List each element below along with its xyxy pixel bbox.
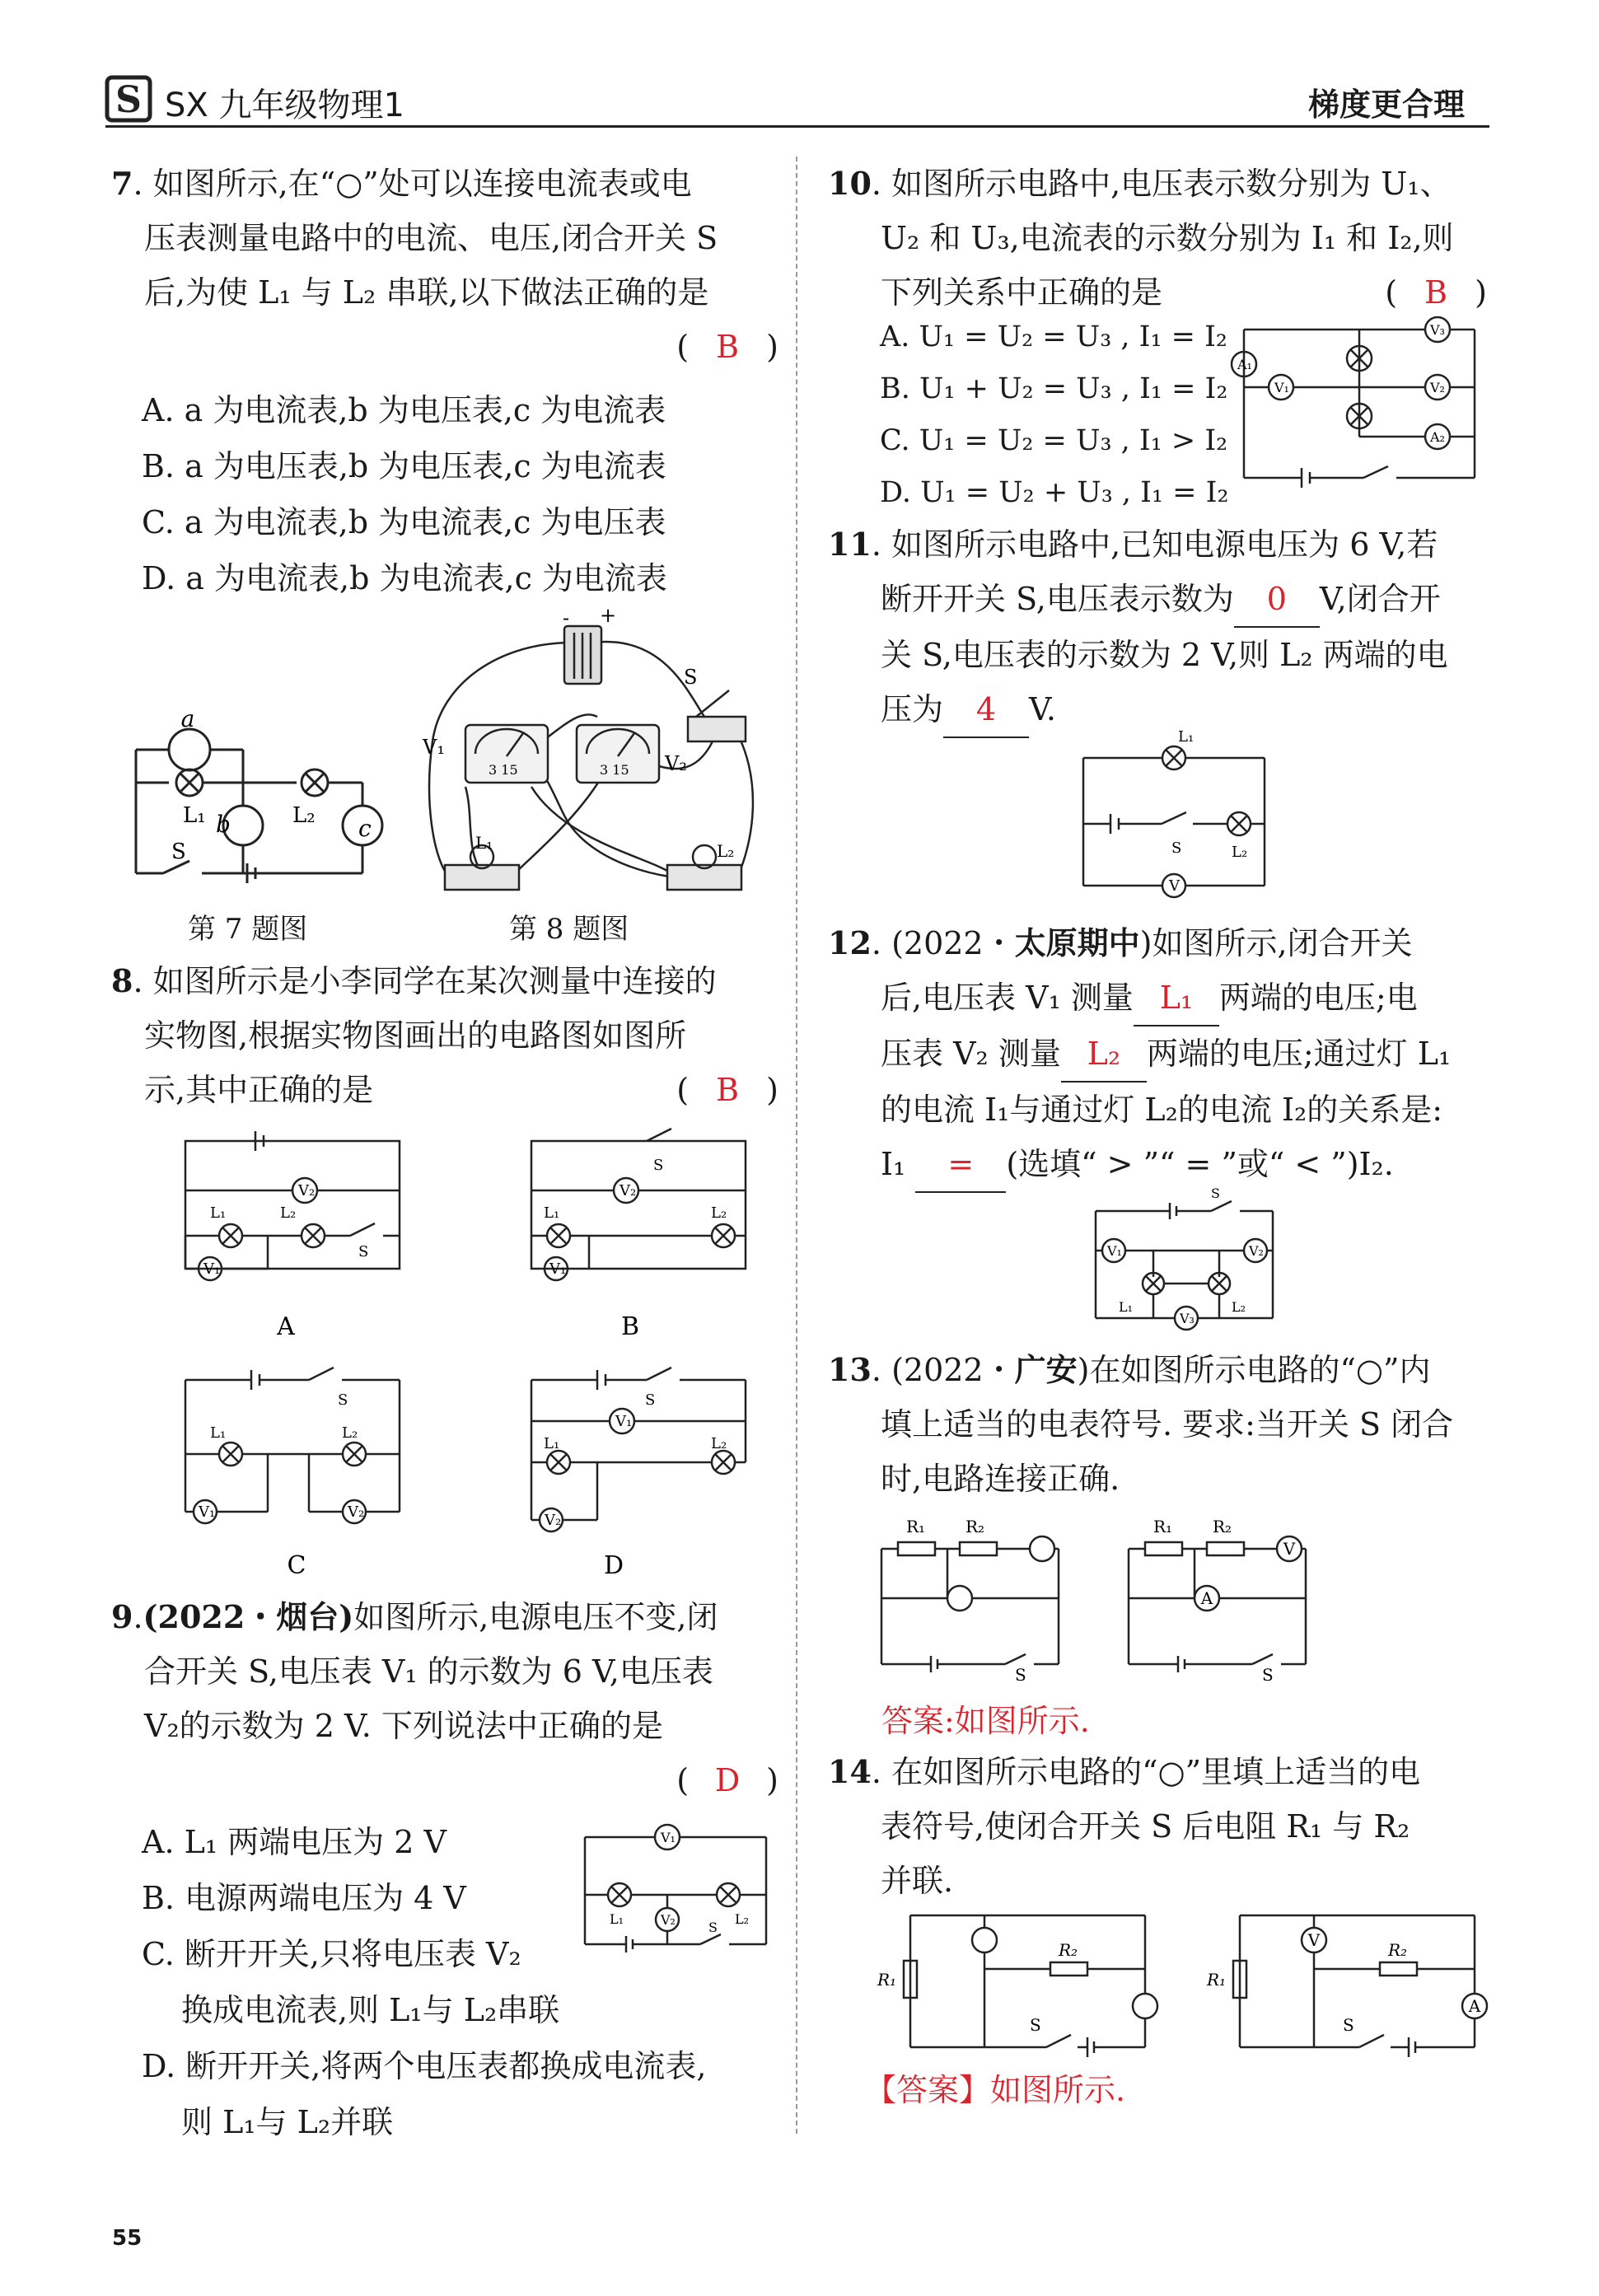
q12-line: (选填“ > ”“ = ”或“ < ”)I₂. — [1006, 1146, 1394, 1182]
q11-l1: L₁ — [1178, 728, 1195, 746]
q11-number: 11 — [828, 526, 872, 563]
q14-text: 14. 在如图所示电路的“○”里填上适当的电 表符号,使闭合开关 S 后电阻 R₁ 与 R₂ 并联. — [828, 1745, 1487, 1908]
q8-d-v1: V₁ — [615, 1413, 633, 1430]
q9-v1: V₁ — [661, 1830, 676, 1845]
q7-label-a: a — [180, 705, 195, 732]
q10-v1: V₁ — [1274, 380, 1289, 395]
q7-label-s: S — [171, 839, 186, 864]
q14-v-meter: V — [1307, 1930, 1321, 1950]
q7-text: 7. 如图所示,在“○”处可以连接电流表或电 压表测量电路中的电流、电压,闭合开关 S 后,为使 L₁ 与 L₂ 串联,以下做法正确的是 ( B ) — [111, 157, 778, 374]
header-right: 梯度更合理 — [1308, 87, 1466, 123]
q7-line: 压表测量电路中的电流、电压,闭合开关 S — [144, 220, 718, 256]
q12-blank-2: L₂ — [1061, 1026, 1147, 1083]
q7-option: C. a 为电流表,b 为电流表,c 为电压表 — [142, 504, 666, 540]
q7-answer: B — [716, 329, 740, 365]
q10-option: A. U₁ = U₂ = U₃ , I₁ = I₂ — [880, 320, 1227, 353]
q8-line: 示,其中正确的是 — [144, 1072, 374, 1108]
q9-line: V₂的示数为 2 V. 下列说法中正确的是 — [144, 1708, 663, 1744]
q8-choice-b: B — [620, 1312, 640, 1341]
q13-question-circuit — [881, 1536, 1059, 1672]
q14-r1: R₁ — [1207, 1970, 1227, 1990]
q9-line: 如图所示,电源电压不变,闭 — [353, 1599, 718, 1635]
q11-l2: L₂ — [1232, 844, 1248, 861]
q10-number: 10 — [828, 165, 872, 202]
q10-circuit-figure — [1227, 313, 1491, 494]
q9-v2: V₂ — [661, 1912, 676, 1928]
q8-answer: B — [716, 1072, 740, 1108]
header-title: SX 九年级物理1 — [165, 87, 404, 124]
q8-text: 8. 如图所示是小李同学在某次测量中连接的 实物图,根据实物图画出的电路图如图所 示,其中正确的是 ( B ) — [111, 954, 778, 1117]
q14-answer-circuit — [1233, 1915, 1487, 2057]
q13-line: )在如图所示电路的“○”内 — [1077, 1352, 1431, 1388]
q11-line: V. — [1029, 691, 1056, 727]
q14-s: S — [1030, 2015, 1041, 2035]
q7-circuit-figure — [124, 700, 387, 906]
q14-r2: R₂ — [1388, 1940, 1408, 1960]
q11-v: V — [1169, 877, 1180, 895]
q12-source: (2022・ — [891, 925, 1015, 961]
q9-option: B. 电源两端电压为 4 V — [142, 1880, 466, 1916]
q13-source: (2022・ — [891, 1352, 1015, 1388]
q11-blank-2: 4 — [943, 682, 1029, 738]
q12-line: 两端的电压;通过灯 L₁ — [1146, 1036, 1452, 1072]
q11-s: S — [1171, 839, 1182, 857]
q9-option: 换成电流表,则 L₁与 L₂串联 — [181, 1992, 560, 2028]
q12-v1: V₁ — [1107, 1243, 1122, 1259]
q8-a-v2: V₂ — [298, 1182, 316, 1199]
q10-a2: A₂ — [1430, 429, 1445, 445]
q7-line: 如图所示,在“○”处可以连接电流表或电 — [152, 166, 692, 202]
q8-label-v1: V₁ — [423, 736, 445, 759]
page-number: 55 — [112, 2226, 143, 2251]
q9-s: S — [708, 1920, 718, 1935]
q8-b-l1: L₁ — [544, 1204, 560, 1222]
q11-line: V,闭合开 — [1319, 581, 1441, 617]
q7-meter-a — [169, 729, 210, 770]
q9-l2: L₂ — [735, 1911, 750, 1927]
q8-scale-label: 3 15 — [600, 762, 629, 778]
q8-line: 如图所示是小李同学在某次测量中连接的 — [152, 963, 717, 999]
q9-number: 9 — [111, 1598, 133, 1635]
q13-s: S — [1015, 1665, 1026, 1685]
q9-option: D. 断开开关,将两个电压表都换成电流表, — [142, 2048, 707, 2084]
header-rule — [105, 125, 1489, 128]
q8-c-l1: L₁ — [210, 1424, 227, 1442]
q9-option: 则 L₁与 L₂并联 — [181, 2104, 394, 2140]
q10-text: 10. 如图所示电路中,电压表示数分别为 U₁、 U₂ 和 U₃,电流表的示数分别为 I₁ 和 I₂,则 下列关系中正确的是 ( B ) — [828, 157, 1487, 320]
q12-line: 压表 V₂ 测量 — [881, 1036, 1061, 1072]
q10-option: D. U₁ = U₂ + U₃ , I₁ = I₂ — [880, 476, 1229, 509]
q14-s: S — [1343, 2015, 1354, 2035]
q14-r2: R₂ — [1059, 1940, 1078, 1960]
q11-text: 11. 如图所示电路中,已知电源电压为 6 V,若 断开开关 S,电压表示数为 0 V,闭合开 关 S,电压表的示数为 2 V,则 L₂ 两端的电 压为 4 V. — [828, 517, 1487, 738]
q12-s: S — [1211, 1185, 1220, 1201]
q9-source: (2022・烟台) — [143, 1598, 354, 1635]
q8-b-v1: V₁ — [549, 1260, 567, 1278]
q14-answer: 【答案】如图所示. — [865, 2072, 1126, 2108]
q10-line: 下列关系中正确的是 — [881, 274, 1163, 311]
header-logo — [105, 76, 152, 122]
q9-option: A. L₁ 两端电压为 2 V — [142, 1824, 447, 1860]
q11-line: 如图所示电路中,已知电源电压为 6 V,若 — [891, 526, 1438, 563]
q10-v2: V₂ — [1430, 380, 1445, 395]
q7-option: B. a 为电压表,b 为电压表,c 为电流表 — [142, 448, 666, 484]
q9-l1: L₁ — [610, 1911, 624, 1927]
q8-scale-label: 3 15 — [489, 762, 518, 778]
q14-question-circuit — [904, 1915, 1157, 2057]
q12-line: I₁ — [881, 1146, 906, 1182]
q8-a-v1: V₁ — [203, 1260, 221, 1278]
q12-line: 后,电压表 V₁ 测量 — [881, 980, 1134, 1016]
q14-r1: R₁ — [877, 1970, 897, 1990]
q7-label-l2: L₂ — [292, 803, 316, 828]
q13-a-meter: A — [1200, 1588, 1213, 1608]
q8-caption: 第 8 题图 — [509, 913, 629, 946]
q10-options — [880, 311, 1228, 519]
q8-b-l2: L₂ — [711, 1204, 727, 1222]
q9-option: C. 断开开关,只将电压表 V₂ — [142, 1936, 521, 1972]
q7-option: A. a 为电流表,b 为电压表,c 为电流表 — [142, 392, 666, 428]
q13-v-meter: V — [1283, 1539, 1296, 1559]
q13-r2: R₂ — [1213, 1517, 1232, 1536]
q7-caption: 第 7 题图 — [188, 913, 308, 946]
q12-circuit-figure — [1087, 1186, 1285, 1335]
q12-blank-3: = — [915, 1137, 1006, 1193]
column-divider — [796, 157, 797, 2134]
q11-blank-1: 0 — [1234, 572, 1320, 628]
q7-option: D. a 为电流表,b 为电流表,c 为电流表 — [142, 560, 667, 596]
q10-line: 如图所示电路中,电压表示数分别为 U₁、 — [891, 166, 1452, 202]
q10-line: U₂ 和 U₃,电流表的示数分别为 I₁ 和 I₂,则 — [881, 220, 1454, 256]
q12-v3: V₃ — [1180, 1311, 1195, 1326]
q13-text: 13. (2022・广安)在如图所示电路的“○”内 填上适当的电表符号. 要求:当开关 S 闭合 时,电路连接正确. — [828, 1343, 1487, 1506]
q14-a-meter: A — [1468, 1996, 1481, 2016]
q8-b-v2: V₂ — [619, 1182, 637, 1199]
q12-text: 12. (2022・太原期中)如图所示,闭合开关 后,电压表 V₁ 测量 L₁ 两端的电压;电 压表 V₂ 测量 L₂ 两端的电压;通过灯 L₁ 的电流 I₁与通过灯 L₂的电流 I₂的关系是: I₁ = (选填“ > ”“ = ”或“ < ”)I₂. — [828, 916, 1487, 1193]
q8-d-s: S — [645, 1391, 656, 1409]
q11-circuit-figure — [1071, 725, 1277, 906]
q7-label-l1: L₁ — [183, 803, 206, 828]
q10-answer: B — [1424, 274, 1448, 311]
q7-label-c: c — [358, 815, 372, 842]
q13-answer-circuit — [1129, 1536, 1306, 1672]
q8-option-circuits — [177, 1120, 770, 1582]
q8-label-l1: L₁ — [475, 833, 493, 853]
q8-d-v2: V₂ — [545, 1512, 562, 1529]
q8-option-c-circuit — [185, 1368, 400, 1523]
q12-line: )如图所示,闭合开关 — [1139, 925, 1413, 961]
q8-plus-label: + — [600, 604, 617, 627]
q12-blank-1: L₁ — [1134, 970, 1219, 1026]
q8-b-s: S — [653, 1157, 664, 1174]
q11-line: 压为 — [881, 691, 944, 727]
q8-d-l1: L₁ — [544, 1435, 560, 1452]
q13-circuit-figures — [873, 1508, 1335, 1685]
q7-line: 后,为使 L₁ 与 L₂ 串联,以下做法正确的是 — [144, 274, 709, 311]
q8-label-v2: V₂ — [665, 752, 687, 775]
q13-answer: 答案:如图所示. — [881, 1703, 1090, 1739]
q10-option: B. U₁ + U₂ = U₃ , I₁ = I₂ — [880, 372, 1228, 405]
q7-label-b: b — [216, 811, 231, 838]
q11-line: 断开开关 S,电压表示数为 — [881, 581, 1234, 617]
q8-label-l2: L₂ — [717, 841, 735, 861]
q13-number: 13 — [828, 1351, 872, 1388]
q8-label-s: S — [684, 666, 698, 689]
q12-line: 的电流 I₁与通过灯 L₂的电流 I₂的关系是: — [881, 1092, 1442, 1128]
q7-number: 7 — [111, 165, 133, 202]
logo-letter: S — [115, 79, 142, 121]
q8-choice-d: D — [603, 1551, 624, 1580]
q8-c-l2: L₂ — [342, 1424, 358, 1442]
q11-line: 关 S,电压表的示数为 2 V,则 L₂ 两端的电 — [881, 637, 1448, 673]
q14-number: 14 — [828, 1753, 872, 1790]
q9-circuit-figure — [577, 1812, 774, 1961]
q13-r2: R₂ — [965, 1517, 985, 1536]
q9-text: 9.(2022・烟台)如图所示,电源电压不变,闭 合开关 S,电压表 V₁ 的示数为 6 V,电压表 V₂的示数为 2 V. 下列说法中正确的是 ( D ) — [111, 1590, 778, 1807]
q13-r1: R₁ — [906, 1517, 926, 1536]
q8-choice-c: C — [287, 1551, 306, 1580]
q8-a-l1: L₁ — [210, 1204, 227, 1222]
q8-minus-label: - — [563, 606, 570, 629]
q14-circuit-figures — [873, 1903, 1499, 2060]
q8-c-s: S — [338, 1391, 348, 1409]
q8-physical-figure — [400, 604, 770, 906]
q13-s: S — [1262, 1665, 1274, 1685]
q8-d-l2: L₂ — [711, 1435, 727, 1452]
q10-v3: V₃ — [1430, 322, 1445, 338]
q13-line: 时,电路连接正确. — [881, 1461, 1120, 1497]
q10-a1: A₁ — [1237, 357, 1252, 372]
q13-line: 填上适当的电表符号. 要求:当开关 S 闭合 — [881, 1406, 1454, 1443]
q7-options — [142, 382, 667, 606]
q14-line: 并联. — [881, 1863, 954, 1899]
q8-number: 8 — [111, 962, 133, 999]
q13-source-name: 广安 — [1014, 1351, 1078, 1388]
q9-line: 合开关 S,电压表 V₁ 的示数为 6 V,电压表 — [144, 1653, 713, 1690]
q14-line: 在如图所示电路的“○”里填上适当的电 — [891, 1754, 1421, 1790]
q9-answer: D — [714, 1762, 741, 1798]
q12-v2: V₂ — [1249, 1243, 1264, 1259]
q8-c-v1: V₁ — [199, 1503, 216, 1521]
q8-choice-a: A — [277, 1312, 295, 1341]
q8-c-v2: V₂ — [348, 1503, 365, 1521]
q12-l1: L₁ — [1119, 1299, 1134, 1315]
q12-number: 12 — [828, 924, 872, 961]
logo-icon — [105, 76, 152, 122]
q8-a-s: S — [358, 1243, 369, 1260]
q12-line: 两端的电压;电 — [1218, 980, 1418, 1016]
q8-line: 实物图,根据实物图画出的电路图如图所 — [144, 1017, 687, 1054]
q14-line: 表符号,使闭合开关 S 后电阻 R₁ 与 R₂ — [881, 1808, 1410, 1845]
q13-r1: R₁ — [1153, 1517, 1173, 1536]
q10-option: C. U₁ = U₂ = U₃ , I₁ > I₂ — [880, 424, 1228, 457]
q12-l2: L₂ — [1232, 1299, 1246, 1315]
q12-source-name: 太原期中 — [1014, 924, 1140, 961]
q8-a-l2: L₂ — [280, 1204, 297, 1222]
